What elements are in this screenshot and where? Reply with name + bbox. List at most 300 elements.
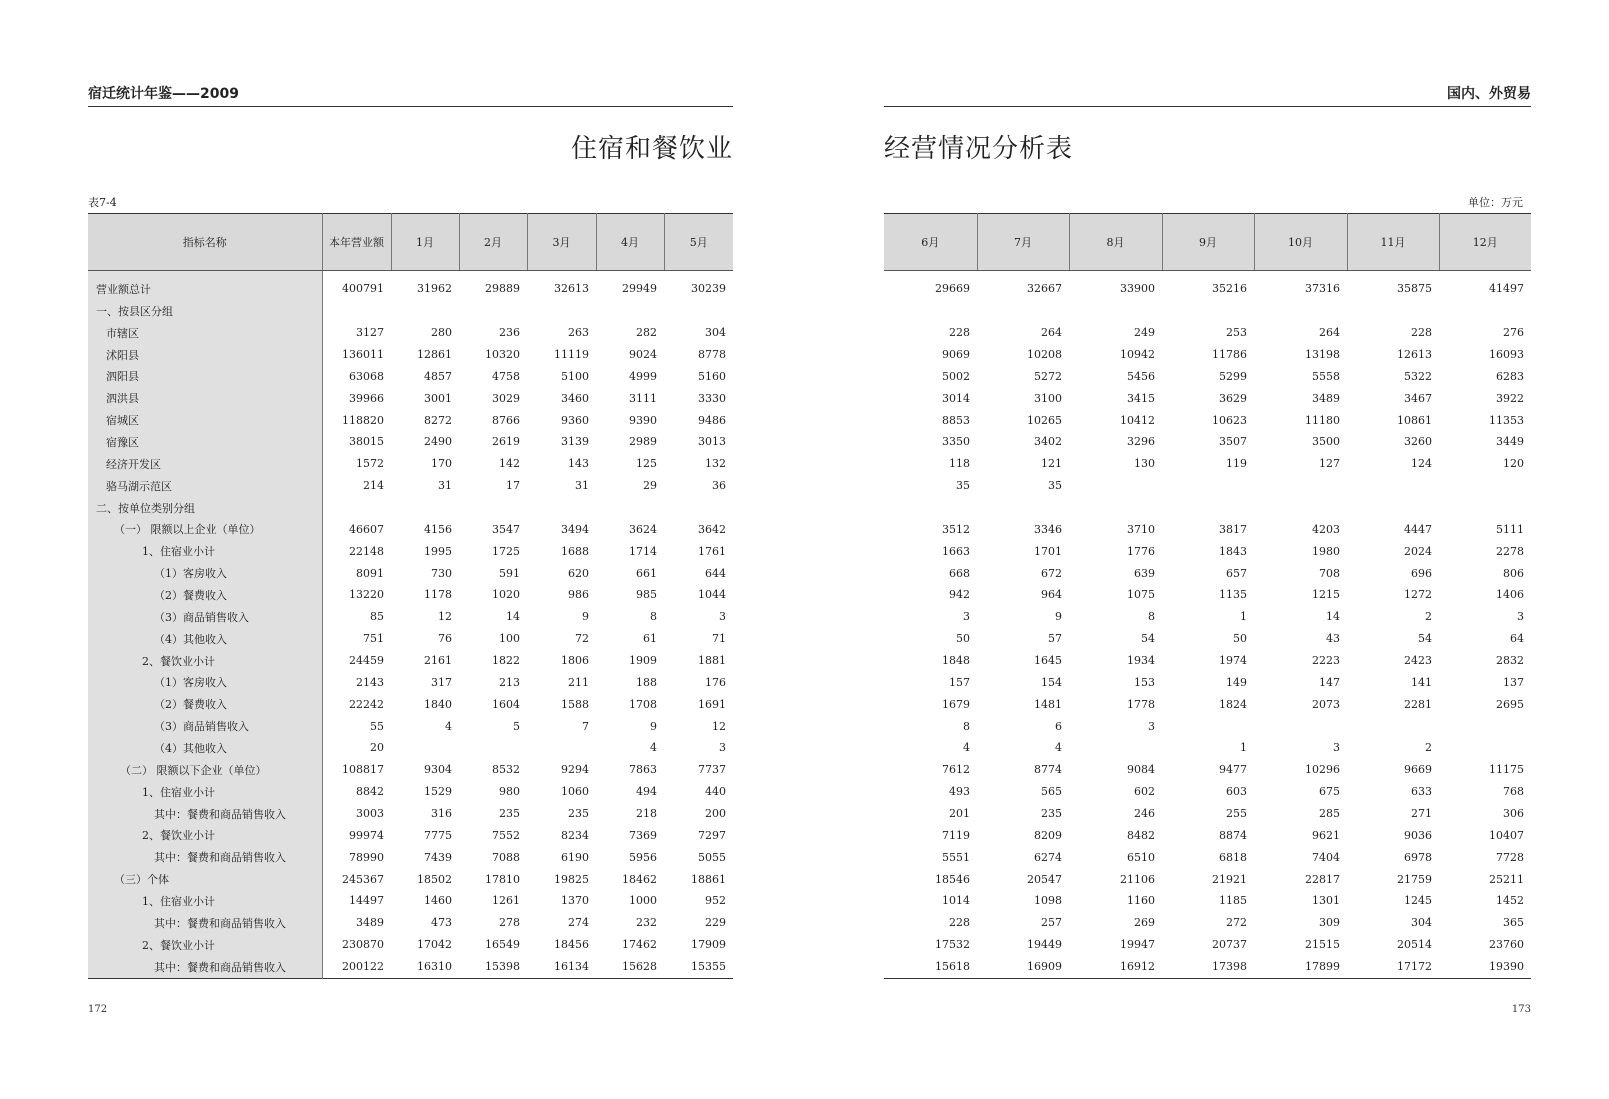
value-cell: 64 [1510, 632, 1524, 646]
value-cell: 3710 [1127, 522, 1155, 536]
value-cell: 7863 [629, 763, 657, 777]
value-cell [459, 737, 527, 759]
value-cell: 124 [1411, 457, 1432, 471]
value-cell [1347, 497, 1439, 519]
value-cell: 17172 [1397, 960, 1432, 974]
value-cell: 5160 [698, 369, 726, 383]
value-cell: 2423 [1404, 654, 1432, 668]
value-cell: 15618 [935, 960, 970, 974]
value-cell: 29 [643, 479, 657, 493]
value-cell: 1014 [942, 894, 970, 908]
value-cell: 1160 [1127, 894, 1155, 908]
value-cell: 1185 [1219, 894, 1247, 908]
value-cell: 142 [499, 457, 520, 471]
value-cell: 1572 [356, 457, 384, 471]
table-row [88, 497, 733, 519]
value-cell: 36 [712, 479, 726, 493]
value-cell: 3415 [1127, 391, 1155, 405]
row-label: 一、按县区分组 [88, 300, 322, 322]
value-cell: 3642 [698, 522, 726, 536]
table-row [88, 781, 733, 803]
value-cell: 85 [370, 610, 384, 624]
table-row [884, 715, 1531, 737]
value-cell: 14497 [349, 894, 384, 908]
value-cell [1347, 300, 1439, 322]
value-cell: 125 [636, 457, 657, 471]
row-label: 泗洪县 [88, 387, 322, 409]
value-cell: 5111 [1496, 522, 1524, 536]
value-cell: 35 [1048, 479, 1062, 493]
spacer-cell [664, 271, 733, 279]
value-cell: 1135 [1219, 588, 1247, 602]
value-cell: 1881 [698, 654, 726, 668]
value-cell: 33900 [1120, 282, 1155, 296]
table-row [88, 562, 733, 584]
value-cell [1347, 475, 1439, 497]
data-table-left [88, 213, 733, 979]
right-page [884, 0, 1531, 1099]
value-cell: 964 [1041, 588, 1062, 602]
value-cell: 211 [568, 675, 589, 689]
row-label: 2、餐饮业小计 [88, 650, 322, 672]
value-cell: 4447 [1404, 522, 1432, 536]
value-cell: 7612 [942, 763, 970, 777]
value-cell: 228 [949, 326, 970, 340]
row-label: （2）餐费收入 [88, 693, 322, 715]
value-cell: 1044 [698, 588, 726, 602]
row-label: （4）其他收入 [88, 737, 322, 759]
value-cell: 38015 [349, 435, 384, 449]
row-label: 2、餐饮业小计 [88, 934, 322, 956]
value-cell [884, 497, 977, 519]
value-cell: 4857 [424, 369, 452, 383]
unit-label: 单位：万元 [1468, 196, 1523, 209]
value-cell: 952 [705, 894, 726, 908]
row-label: 其中：餐费和商品销售收入 [88, 956, 322, 978]
value-cell: 63068 [349, 369, 384, 383]
value-cell: 3460 [561, 391, 589, 405]
value-cell: 20 [370, 741, 384, 755]
value-cell [1254, 715, 1347, 737]
value-cell: 1974 [1219, 654, 1247, 668]
value-cell: 14 [506, 610, 520, 624]
value-cell: 272 [1226, 916, 1247, 930]
value-cell: 9669 [1404, 763, 1432, 777]
value-cell: 22148 [349, 544, 384, 558]
column-header: 5月 [664, 214, 733, 271]
value-cell: 3629 [1219, 391, 1247, 405]
value-cell: 18462 [622, 872, 657, 886]
value-cell: 986 [568, 588, 589, 602]
value-cell: 3489 [1312, 391, 1340, 405]
column-header: 10月 [1254, 214, 1347, 271]
value-cell: 1848 [942, 654, 970, 668]
value-cell: 494 [636, 785, 657, 799]
value-cell [1254, 300, 1347, 322]
table-row [884, 693, 1531, 715]
spacer-cell [322, 271, 391, 279]
value-cell: 8272 [424, 413, 452, 427]
value-cell: 9304 [424, 763, 452, 777]
value-cell: 255 [1226, 807, 1247, 821]
table-row [88, 278, 733, 300]
row-label: 宿城区 [88, 409, 322, 431]
value-cell: 3 [1333, 741, 1340, 755]
value-cell: 1645 [1034, 654, 1062, 668]
value-cell: 657 [1226, 566, 1247, 580]
value-cell: 18502 [417, 872, 452, 886]
value-cell: 9036 [1404, 828, 1432, 842]
value-cell: 1261 [492, 894, 520, 908]
value-cell: 35 [956, 479, 970, 493]
value-cell: 2 [1425, 610, 1432, 624]
value-cell: 9294 [561, 763, 589, 777]
value-cell: 18546 [935, 872, 970, 886]
table-row [884, 846, 1531, 868]
value-cell: 118820 [342, 413, 384, 427]
value-cell: 24459 [349, 654, 384, 668]
row-label: （二） 限额以下企业（单位） [88, 759, 322, 781]
value-cell: 39966 [349, 391, 384, 405]
value-cell [1069, 737, 1162, 759]
value-cell: 9486 [698, 413, 726, 427]
value-cell: 17462 [622, 938, 657, 952]
value-cell: 8209 [1034, 828, 1062, 842]
value-cell: 10861 [1397, 413, 1432, 427]
value-cell: 8842 [356, 785, 384, 799]
value-cell: 9024 [629, 348, 657, 361]
value-cell: 10412 [1120, 413, 1155, 427]
row-label: 营业额总计 [88, 278, 322, 300]
table-row [884, 300, 1531, 322]
value-cell: 3494 [561, 522, 589, 536]
table-row [88, 934, 733, 956]
value-cell: 2223 [1312, 654, 1340, 668]
value-cell: 7297 [698, 828, 726, 842]
value-cell: 5456 [1127, 369, 1155, 383]
value-cell: 3100 [1034, 391, 1062, 405]
value-cell: 985 [636, 588, 657, 602]
page-number-right: 173 [1511, 1004, 1531, 1015]
value-cell: 8091 [356, 566, 384, 580]
value-cell: 1778 [1127, 697, 1155, 711]
value-cell: 10942 [1120, 348, 1155, 361]
value-cell: 37316 [1305, 282, 1340, 296]
row-label: 其中：餐费和商品销售收入 [88, 803, 322, 825]
row-label: 1、住宿业小计 [88, 781, 322, 803]
value-cell: 3001 [424, 391, 452, 405]
value-cell: 3296 [1127, 435, 1155, 449]
value-cell: 1822 [492, 654, 520, 668]
value-cell: 153 [1134, 675, 1155, 689]
value-cell: 228 [1411, 326, 1432, 340]
value-cell: 3350 [942, 435, 970, 449]
value-cell: 1604 [492, 697, 520, 711]
value-cell: 22817 [1305, 872, 1340, 886]
table-row [88, 759, 733, 781]
value-cell [664, 497, 733, 519]
value-cell: 218 [636, 807, 657, 821]
value-cell: 20547 [1027, 872, 1062, 886]
value-cell: 317 [431, 675, 452, 689]
value-cell: 3489 [356, 916, 384, 930]
table-number: 表7-4 [88, 196, 117, 209]
value-cell [596, 497, 664, 519]
value-cell: 19390 [1489, 960, 1524, 974]
value-cell: 249 [1134, 326, 1155, 340]
value-cell: 188 [636, 675, 657, 689]
table-header-row [88, 214, 733, 271]
spacer-cell [1069, 271, 1162, 279]
value-cell: 5299 [1219, 369, 1247, 383]
value-cell: 200 [705, 807, 726, 821]
value-cell: 9621 [1312, 828, 1340, 842]
value-cell: 12 [712, 719, 726, 733]
spacer-cell [596, 271, 664, 279]
value-cell: 9 [650, 719, 657, 733]
table-row [884, 409, 1531, 431]
value-cell: 235 [499, 807, 520, 821]
value-cell: 9390 [629, 413, 657, 427]
value-cell [391, 300, 459, 322]
table-row [884, 956, 1531, 978]
value-cell: 5100 [561, 369, 589, 383]
value-cell: 9 [1055, 610, 1062, 624]
value-cell: 2278 [1496, 544, 1524, 558]
value-cell [527, 497, 596, 519]
value-cell: 9 [582, 610, 589, 624]
value-cell: 1909 [629, 654, 657, 668]
spacer-cell [527, 271, 596, 279]
table-row [884, 934, 1531, 956]
table-row [884, 365, 1531, 387]
value-cell: 3500 [1312, 435, 1340, 449]
row-label: （4）其他收入 [88, 628, 322, 650]
table-row [884, 912, 1531, 934]
value-cell: 15398 [485, 960, 520, 974]
value-cell: 730 [431, 566, 452, 580]
value-cell: 282 [636, 326, 657, 340]
value-cell: 19449 [1027, 938, 1062, 952]
value-cell [1439, 497, 1531, 519]
value-cell: 2161 [424, 654, 452, 668]
table-row [884, 759, 1531, 781]
row-label: （3）商品销售收入 [88, 715, 322, 737]
value-cell: 21106 [1120, 872, 1155, 886]
value-cell: 6510 [1127, 850, 1155, 864]
value-cell: 1663 [942, 544, 970, 558]
value-cell: 2024 [1404, 544, 1432, 558]
page-number-left: 172 [88, 1004, 108, 1015]
value-cell: 8766 [492, 413, 520, 427]
value-cell: 4999 [629, 369, 657, 383]
value-cell: 8874 [1219, 828, 1247, 842]
value-cell: 17042 [417, 938, 452, 952]
value-cell: 644 [705, 566, 726, 580]
value-cell: 440 [705, 785, 726, 799]
value-cell: 304 [705, 326, 726, 340]
running-head-text: 国内、外贸易 [1447, 86, 1531, 102]
value-cell: 708 [1319, 566, 1340, 580]
value-cell: 5956 [629, 850, 657, 864]
value-cell: 154 [1041, 675, 1062, 689]
value-cell [1254, 497, 1347, 519]
value-cell: 6 [1055, 719, 1062, 733]
value-cell: 3014 [942, 391, 970, 405]
value-cell: 230870 [342, 938, 384, 952]
value-cell: 3449 [1496, 435, 1524, 449]
value-cell: 672 [1041, 566, 1062, 580]
value-cell: 751 [363, 632, 384, 646]
table-row [884, 344, 1531, 366]
value-cell: 143 [568, 457, 589, 471]
table-row [884, 431, 1531, 453]
value-cell: 3402 [1034, 435, 1062, 449]
value-cell: 3 [1148, 719, 1155, 733]
value-cell: 127 [1319, 457, 1340, 471]
column-header: 11月 [1347, 214, 1439, 271]
value-cell: 41497 [1489, 282, 1524, 296]
table-title-left: 住宿和餐饮业 [570, 134, 733, 164]
value-cell: 11119 [554, 348, 589, 361]
value-cell: 236 [499, 326, 520, 340]
value-cell: 5 [513, 719, 520, 733]
value-cell: 1714 [629, 544, 657, 558]
value-cell: 661 [636, 566, 657, 580]
value-cell [664, 300, 733, 322]
value-cell: 46607 [349, 522, 384, 536]
value-cell: 16093 [1489, 348, 1524, 361]
value-cell: 7728 [1496, 850, 1524, 864]
value-cell: 1481 [1034, 697, 1062, 711]
value-cell: 5002 [942, 369, 970, 383]
table-row [88, 650, 733, 672]
value-cell: 768 [1503, 785, 1524, 799]
value-cell: 806 [1503, 566, 1524, 580]
value-cell: 22242 [349, 697, 384, 711]
value-cell: 633 [1411, 785, 1432, 799]
table-row [88, 453, 733, 475]
value-cell: 29889 [485, 282, 520, 296]
table-row [884, 322, 1531, 344]
table-row [884, 497, 1531, 519]
row-label: 泗阳县 [88, 365, 322, 387]
value-cell: 11353 [1489, 413, 1524, 427]
value-cell: 29669 [935, 282, 970, 296]
value-cell: 7088 [492, 850, 520, 864]
value-cell: 99974 [349, 828, 384, 842]
table-row [884, 453, 1531, 475]
table-row [88, 628, 733, 650]
spacer-cell [1162, 271, 1254, 279]
value-cell [1069, 300, 1162, 322]
value-cell: 12613 [1397, 348, 1432, 361]
value-cell: 132 [705, 457, 726, 471]
value-cell: 4203 [1312, 522, 1340, 536]
table-row [88, 344, 733, 366]
value-cell [1439, 475, 1531, 497]
value-cell [391, 737, 459, 759]
value-cell: 1840 [424, 697, 452, 711]
table-row [884, 628, 1531, 650]
value-cell: 285 [1319, 807, 1340, 821]
value-cell: 18861 [691, 872, 726, 886]
value-cell: 4 [445, 719, 452, 733]
value-cell: 253 [1226, 326, 1247, 340]
table-row [88, 584, 733, 606]
value-cell: 54 [1141, 632, 1155, 646]
data-table-right [884, 213, 1531, 979]
table-row [88, 431, 733, 453]
value-cell: 8853 [942, 413, 970, 427]
value-cell: 942 [949, 588, 970, 602]
table-row [88, 868, 733, 890]
value-cell: 54 [1418, 632, 1432, 646]
row-label: （三）个体 [88, 868, 322, 890]
value-cell: 269 [1134, 916, 1155, 930]
value-cell: 1075 [1127, 588, 1155, 602]
value-cell: 16909 [1027, 960, 1062, 974]
row-label: 宿豫区 [88, 431, 322, 453]
table-row [88, 693, 733, 715]
value-cell: 3260 [1404, 435, 1432, 449]
value-cell: 10265 [1027, 413, 1062, 427]
value-cell: 8234 [561, 828, 589, 842]
value-cell: 274 [568, 916, 589, 930]
value-cell: 121 [1041, 457, 1062, 471]
value-cell [1439, 737, 1531, 759]
value-cell [1162, 300, 1254, 322]
value-cell: 12 [438, 610, 452, 624]
value-cell: 3003 [356, 807, 384, 821]
value-cell: 35216 [1212, 282, 1247, 296]
column-header: 7月 [977, 214, 1069, 271]
value-cell: 7439 [424, 850, 452, 864]
value-cell: 2989 [629, 435, 657, 449]
value-cell: 232 [636, 916, 657, 930]
table-row [884, 387, 1531, 409]
value-cell: 43 [1326, 632, 1340, 646]
value-cell: 1701 [1034, 544, 1062, 558]
value-cell: 21515 [1305, 938, 1340, 952]
value-cell [322, 300, 391, 322]
value-cell: 7552 [492, 828, 520, 842]
table-row [884, 278, 1531, 300]
value-cell: 3139 [561, 435, 589, 449]
table-header-row [884, 214, 1531, 271]
value-cell: 3346 [1034, 522, 1062, 536]
value-cell: 11175 [1489, 763, 1524, 777]
value-cell: 639 [1134, 566, 1155, 580]
value-cell: 23760 [1489, 938, 1524, 952]
value-cell: 15355 [691, 960, 726, 974]
value-cell: 118 [949, 457, 970, 471]
value-cell: 19947 [1120, 938, 1155, 952]
table-row [88, 322, 733, 344]
value-cell: 675 [1319, 785, 1340, 799]
value-cell: 306 [1503, 807, 1524, 821]
value-cell: 3330 [698, 391, 726, 405]
value-cell: 4 [963, 741, 970, 755]
value-cell: 8774 [1034, 763, 1062, 777]
value-cell: 1406 [1496, 588, 1524, 602]
value-cell: 1679 [942, 697, 970, 711]
value-cell: 1995 [424, 544, 452, 558]
value-cell: 5558 [1312, 369, 1340, 383]
table-row [884, 781, 1531, 803]
value-cell: 1 [1240, 610, 1247, 624]
value-cell: 400791 [342, 282, 384, 296]
